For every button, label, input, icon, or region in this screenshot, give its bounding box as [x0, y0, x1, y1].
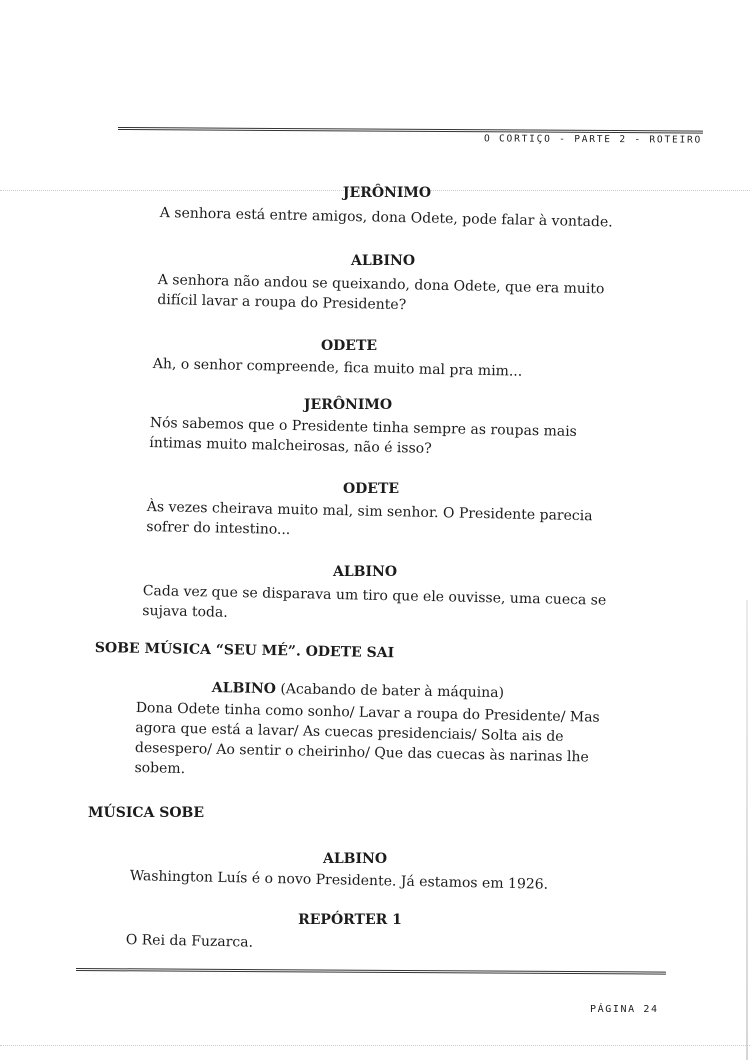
speaker-name: ODETE — [342, 481, 400, 497]
speaker-name: JERÔNIMO — [342, 185, 432, 201]
speaker-name: ALBINO — [350, 253, 416, 269]
dialogue-line: Washington Luís é o novo Presidente. Já estamos em 1926. — [129, 867, 549, 893]
dialogue-line: Nós sabemos que o Presidente tinha sempre as roupas mais íntimas muito malcheirosas, não é isso? — [149, 414, 577, 457]
stage-direction: MÚSICA SOBE — [88, 805, 205, 821]
song-lyrics: Dona Odete tinha como sonho/ Lavar a roupa do Presidente/ Mas agora que está a lavar/ As cuecas presidenciais/ Solta ais de desespero/ Ao sentir o cheirinho/ Que das cuecas às narinas lhe sobem. — [134, 699, 600, 778]
dialogue-line: A senhora não andou se queixando, dona Odete, que era muito difícil lavar a roupa do Presidente? — [157, 271, 605, 314]
dialogue-line: Às vezes cheirava muito mal, sim senhor. O Presidente parecia sofrer do intestino... — [146, 498, 593, 539]
header-rule — [118, 127, 703, 134]
scan-edge — [746, 600, 748, 1060]
page-number: PÁGINA 24 — [590, 1004, 659, 1015]
speaker-name: ODETE — [320, 338, 378, 354]
dialogue-line: A senhora está entre amigos, dona Odete, pode falar à vontade. — [159, 204, 613, 231]
scan-artifact — [0, 1045, 750, 1046]
song-heading — [212, 680, 504, 701]
dialogue-line: Ah, o senhor compreende, fica muito mal pra mim... — [152, 355, 523, 380]
speaker-name: ALBINO — [322, 851, 388, 867]
header-title: O CORTIÇO - PARTE 2 - ROTEIRO — [483, 133, 703, 146]
dialogue-line: O Rei da Fuzarca. — [125, 931, 254, 951]
dialogue-line: Cada vez que se disparava um tiro que ele ouvisse, uma cueca se sujava toda. — [142, 582, 607, 621]
speaker-name: ALBINO — [332, 564, 398, 580]
stage-direction: SOBE MÚSICA “SEU MÉ”. ODETE SAI — [94, 640, 395, 662]
speaker-name: REPÓRTER 1 — [298, 912, 402, 928]
footer-rule — [76, 968, 666, 975]
speaker-name: JERÔNIMO — [303, 397, 393, 413]
speaker-name: ALBINO — [211, 680, 277, 698]
stage-parenthetical: (Acabando de bater à máquina) — [280, 681, 505, 702]
